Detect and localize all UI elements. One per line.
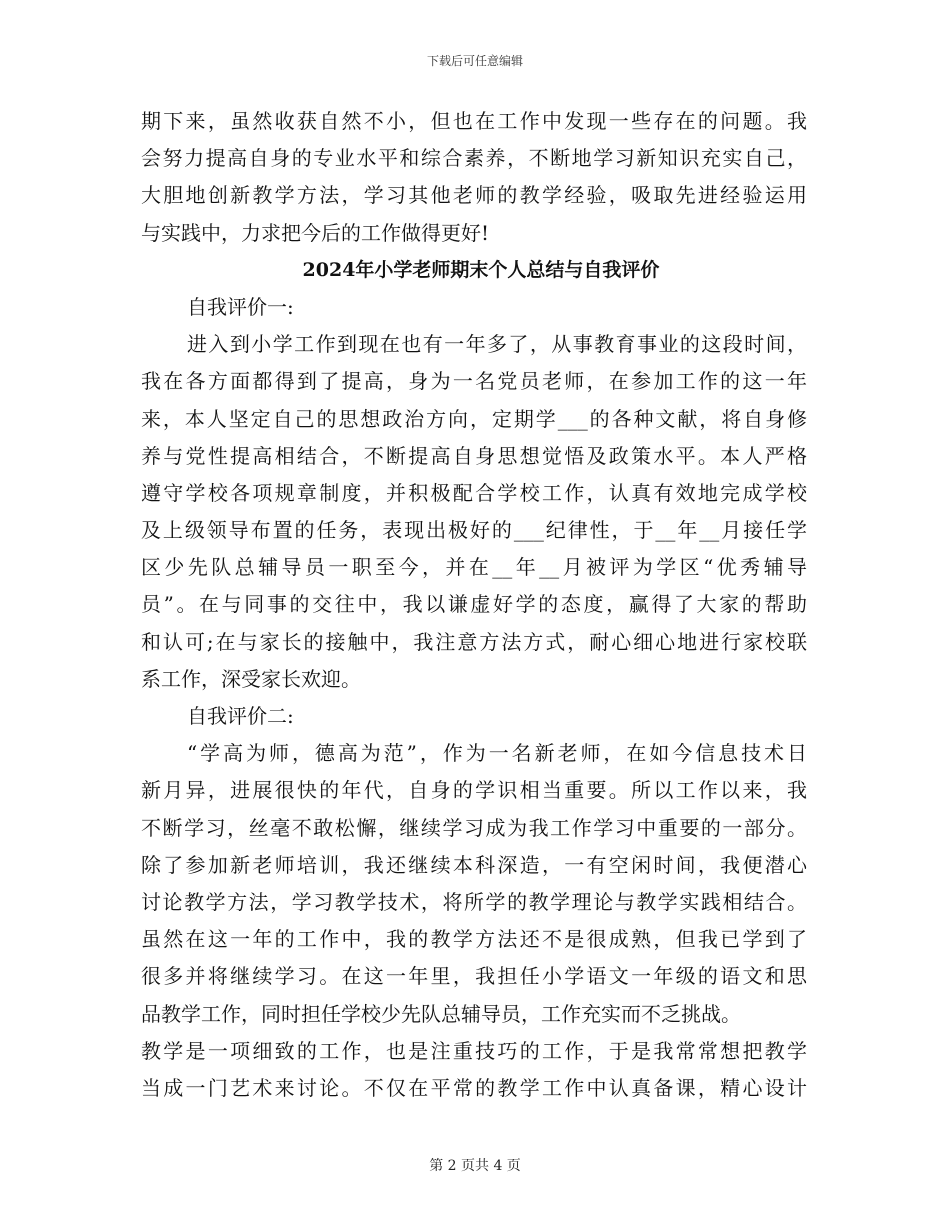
page-header: 下载后可任意编辑 <box>426 54 523 68</box>
text-line: 与实践中，力求把今后的工作做得更好! <box>141 220 490 245</box>
document-body <box>141 103 807 1107</box>
text-line: 很多并将继续学习。在这一年里，我担任小学语文一年级的语文和思 <box>141 964 807 989</box>
text-line: 遵守学校各项规章制度，并积极配合学校工作，认真有效地完成学校 <box>141 480 807 505</box>
text-line: 我在各方面都得到了提高，身为一名党员老师，在参加工作的这一年 <box>141 369 807 394</box>
text-line: 进入到小学工作到现在也有一年多了，从事教育事业的这段时间， <box>187 332 807 357</box>
text-line: 大胆地创新教学方法，学习其他老师的教学经验，吸取先进经验运用 <box>141 183 807 208</box>
page-footer: 第 2 页共 4 页 <box>429 1158 521 1174</box>
text-line: 会努力提高自身的专业水平和综合素养，不断地学习新知识充实自己， <box>141 146 807 171</box>
text-line: 区少先队总辅导员一职至今，并在__年__月被评为学区“优秀辅导 <box>141 555 807 580</box>
text-line: 期下来，虽然收获自然不小，但也在工作中发现一些存在的问题。我 <box>141 109 807 133</box>
section-1-paragraph <box>141 326 807 698</box>
intro-paragraph <box>141 103 807 252</box>
text-line: 除了参加新老师培训，我还继续本科深造，一有空闲时间，我便潜心 <box>141 852 807 877</box>
text-line: 及上级领导布置的任务，表现出极好的___纪律性，于__年__月接任学 <box>141 518 807 543</box>
text-line: “学高为师，德高为范”，作为一名新老师，在如今信息技术日 <box>187 741 807 766</box>
text-line: 员”。在与同事的交往中，我以谦虚好学的态度，赢得了大家的帮助 <box>141 592 807 617</box>
section-label-1: 自我评价一: <box>187 294 294 319</box>
text-line: 不断学习，丝毫不敢松懈，继续学习成为我工作学习中重要的一部分。 <box>141 815 807 840</box>
text-line: 系工作，深受家长欢迎。 <box>141 666 361 691</box>
text-line: 新月异，进展很快的年代，自身的学识相当重要。所以工作以来，我 <box>141 778 807 803</box>
section-2-paragraph <box>141 735 807 1107</box>
text-line: 养与党性提高相结合，不断提高自身思想觉悟及政策水平。本人严格 <box>141 443 807 468</box>
text-line: 来，本人坚定自己的思想政治方向，定期学___的各种文献，将自身修 <box>141 406 807 431</box>
text-line: 讨论教学方法，学习教学技术，将所学的教学理论与教学实践相结合。 <box>141 889 807 914</box>
text-line: 教学是一项细致的工作，也是注重技巧的工作，于是我常常想把教学 <box>141 1038 807 1063</box>
text-line: 当成一门艺术来讨论。不仅在平常的教学工作中认真备课，精心设计 <box>141 1075 807 1100</box>
text-line: 品教学工作，同时担任学校少先队总辅导员，工作充实而不乏挑战。 <box>141 1001 741 1026</box>
document-title: 2024年小学老师期末个人总结与自我评价 <box>302 258 660 281</box>
section-label-2: 自我评价二: <box>187 704 294 728</box>
text-line: 和认可;在与家长的接触中，我注意方法方式，耐心细心地进行家校联 <box>141 629 807 654</box>
text-line: 虽然在这一年的工作中，我的教学方法还不是很成熟，但我已学到了 <box>141 927 807 952</box>
